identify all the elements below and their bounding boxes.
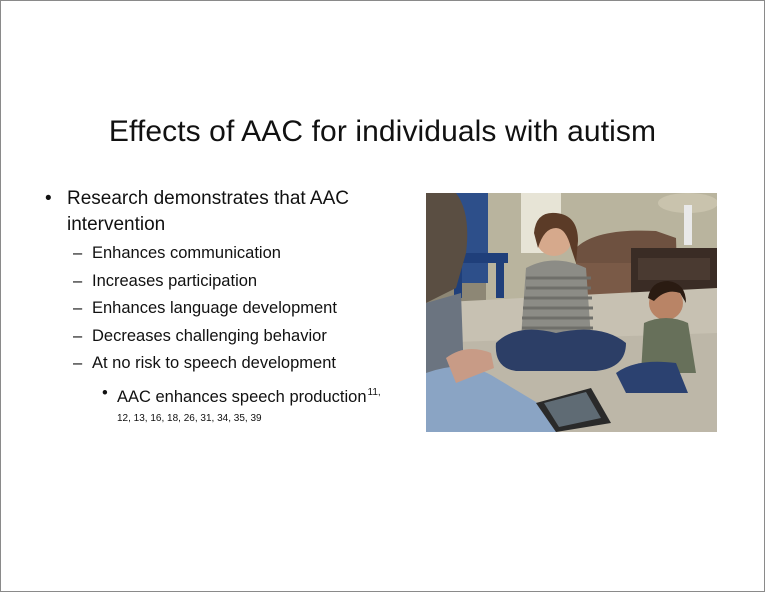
bullet-list [45,186,395,434]
bullet-marker: • [45,188,52,209]
photo-family-playing-icon [426,193,717,432]
sub-bullet-item [45,240,395,268]
sub-bullet-text: Enhances communication [92,244,281,262]
sub-bullet-text: Decreases challenging behavior [92,326,327,345]
bullet-item [45,186,395,238]
dash-marker: – [73,354,83,372]
citation-superscript: 11, 12, 13, 16, 18, 26, 31, 34, 35, 39 [117,386,381,424]
sub-bullet-item [45,295,395,323]
bullet-marker: • [102,383,108,402]
sub-bullet-item [45,268,395,296]
sub-bullet-text: Enhances language development [92,299,337,317]
sub-bullet-text: Increases participation [92,271,258,290]
sub-bullet-list [45,240,395,434]
slide-title: Effects of AAC for individuals with autism [108,115,657,148]
sub-bullet-item [45,350,395,378]
nested-bullet-item [45,382,395,434]
dash-marker: – [73,271,83,290]
slide-photo [426,193,717,432]
nested-bullet-text: AAC enhances speech production [117,387,367,406]
dash-marker: – [73,326,83,345]
bullet-text: Research demonstrates that AAC intervention [67,188,349,235]
sub-bullet-item [45,323,395,351]
sub-bullet-text: At no risk to speech development [92,354,336,372]
dash-marker: – [73,244,83,262]
dash-marker: – [73,299,83,317]
